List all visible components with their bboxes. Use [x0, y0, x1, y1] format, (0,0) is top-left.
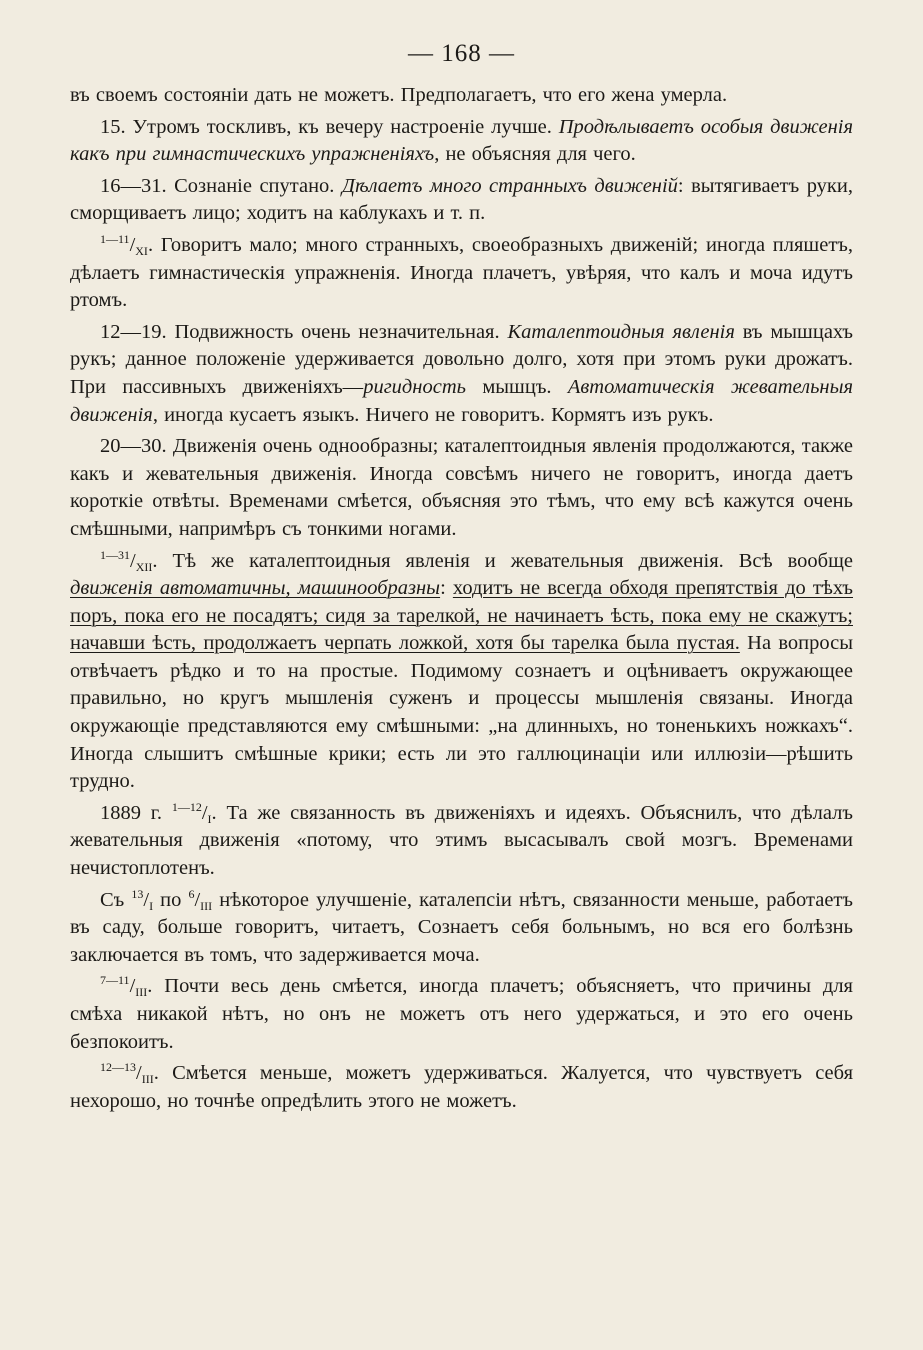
text-run: : вытягиваетъ руки, сморщиваетъ лицо; ходитъ на каблукахъ и т. п.: [70, 174, 853, 225]
paragraph: [70, 232, 853, 315]
emphasized-text: движенiя автоматичны, машинообразны: [70, 577, 441, 600]
month-subscript: III: [135, 985, 148, 1000]
text-run: /: [194, 888, 201, 911]
text-run: 15. Утромъ тоскливъ, къ вечеру настроенiе лучше.: [100, 115, 559, 138]
emphasized-text: Автоматическiя жевательныя движенiя: [70, 375, 853, 426]
month-subscript: I: [149, 898, 154, 913]
emphasized-text: ригидность: [363, 375, 466, 398]
page-number: — 168 —: [408, 40, 515, 67]
paragraph: [70, 173, 853, 228]
text-run: . Смѣется меньше, можетъ удерживаться. Жалуется, что чувствуетъ себя нехорошо, но точнѣе опредѣлить этого не можетъ.: [70, 1062, 853, 1112]
text-run: /: [129, 233, 136, 256]
paragraph: [70, 114, 853, 169]
month-subscript: XI: [135, 243, 148, 258]
month-subscript: III: [200, 898, 213, 913]
emphasized-text: Каталептоидныя явленiя: [507, 320, 735, 343]
text-run: 1889 г.: [100, 801, 172, 824]
text-run: мышцъ.: [465, 375, 568, 398]
text-run: /: [136, 1062, 142, 1085]
month-subscript: I: [207, 811, 212, 826]
paragraph: [70, 548, 853, 796]
paragraph: [70, 319, 853, 429]
text-run: 16—31. Сознанiе спутано.: [100, 174, 342, 197]
text-run: 12—19. Подвижность очень незначительная.: [100, 320, 508, 343]
date-superscript: 6: [188, 886, 195, 901]
text-run: Съ: [100, 888, 132, 911]
paragraph: [70, 887, 853, 970]
text-run: /: [130, 549, 136, 572]
text-run: /: [201, 801, 208, 824]
date-superscript: 7—11: [100, 973, 130, 988]
text-run: :: [440, 577, 453, 600]
emphasized-text: Продѣлываетъ особыя движенiя какъ при гимнастическихъ упражненiяхъ: [70, 115, 853, 166]
date-superscript: 12—13: [100, 1060, 136, 1075]
text-run: . Та же связанность въ движенiяхъ и идеяхъ. Объяснилъ, что дѣлалъ жевательныя движенiя «потому, что этимъ высасывалъ свой мозгъ. Временами нечистоплотенъ.: [70, 801, 853, 880]
text-run: ходитъ не всегда обходя препятствiя до тѣхъ поръ, пока его не посадятъ; сидя за тарелкой, не начинаетъ ѣсть, пока ему не скажутъ; начавши ѣсть, продолжаетъ черпать ложкой, хотя бы тарелка была пустая.: [70, 577, 853, 655]
text-run: 20—30. Движенiя очень однообразны; каталептоидныя явленiя продолжаются, также какъ и жевательныя движенiя. Иногда совсѣмъ ничего не говоритъ, иногда даетъ короткiе отвѣты. Временами смѣется, объясняя это тѣмъ, что ему всѣ кажутся очень смѣшными, напримѣръ съ тонкими ногами.: [70, 435, 853, 540]
date-superscript: 1—12: [171, 799, 202, 814]
paragraph: [70, 973, 853, 1056]
emphasized-text: Дѣлаетъ много странныхъ движенiй: [341, 174, 678, 197]
month-subscript: XII: [135, 559, 153, 574]
text-run: . Говоритъ мало; много странныхъ, своеобразныхъ движенiй; иногда пляшетъ, дѣлаетъ гимнастическiя упражненiя. Иногда плачетъ, увѣряя, что калъ и моча идутъ ртомъ.: [70, 233, 853, 312]
paragraph: [70, 1060, 853, 1115]
date-superscript: 13: [131, 886, 144, 901]
date-superscript: 1—11: [100, 231, 130, 246]
text-run: На вопросы отвѣчаетъ рѣдко и то на простые. Подимому сознаетъ и оцѣниваетъ окружающее правильно, но кругъ мышленiя суженъ и процессы мышленiя связаны. Иногда окружающiе представляются ему смѣшными: „на длинныхъ, но тоненькихъ ножкахъ“. Иногда слышитъ смѣшные крики; есть ли это галлюцинацiи или иллюзiи—рѣшить трудно.: [70, 632, 853, 793]
text-run: /: [129, 975, 136, 998]
text-run: , иногда кусаетъ языкъ. Ничего не говоритъ. Кормятъ изъ рукъ.: [152, 403, 714, 426]
date-superscript: 1—31: [100, 547, 130, 562]
text-run: , не объясняя для чего.: [434, 143, 636, 166]
text-run: . Почти весь день смѣется, иногда плачетъ; объясняетъ, что причины для смѣха никакой нѣтъ, но онъ не можетъ отъ него удержаться, и это его очень безпокоитъ.: [70, 975, 853, 1053]
paragraph: [70, 800, 853, 883]
body-text: [70, 82, 853, 1115]
paragraph: [70, 82, 853, 110]
text-run: по: [153, 888, 189, 911]
month-subscript: III: [141, 1072, 154, 1087]
text-run: въ мышцахъ рукъ; данное положенiе удерживается довольно долго, хотя при этомъ руки дрожатъ. При пассивныхъ движенiяхъ—: [70, 320, 853, 398]
text-run: нѣкоторое улучшенiе, каталепсiи нѣтъ, связанности меньше, работаетъ въ саду, больше говоритъ, читаетъ, Сознаетъ себя больнымъ, но вся его болѣзнь заключается въ томъ, что задерживается моча.: [70, 888, 853, 966]
text-run: /: [143, 888, 150, 911]
paragraph: [70, 433, 853, 543]
text-run: въ своемъ состоянiи дать не можетъ. Предполагаетъ, что его жена умерла.: [70, 84, 728, 106]
text-run: . Тѣ же каталептоидныя явленiя и жевательныя движенiя. Всѣ вообще: [152, 549, 853, 572]
